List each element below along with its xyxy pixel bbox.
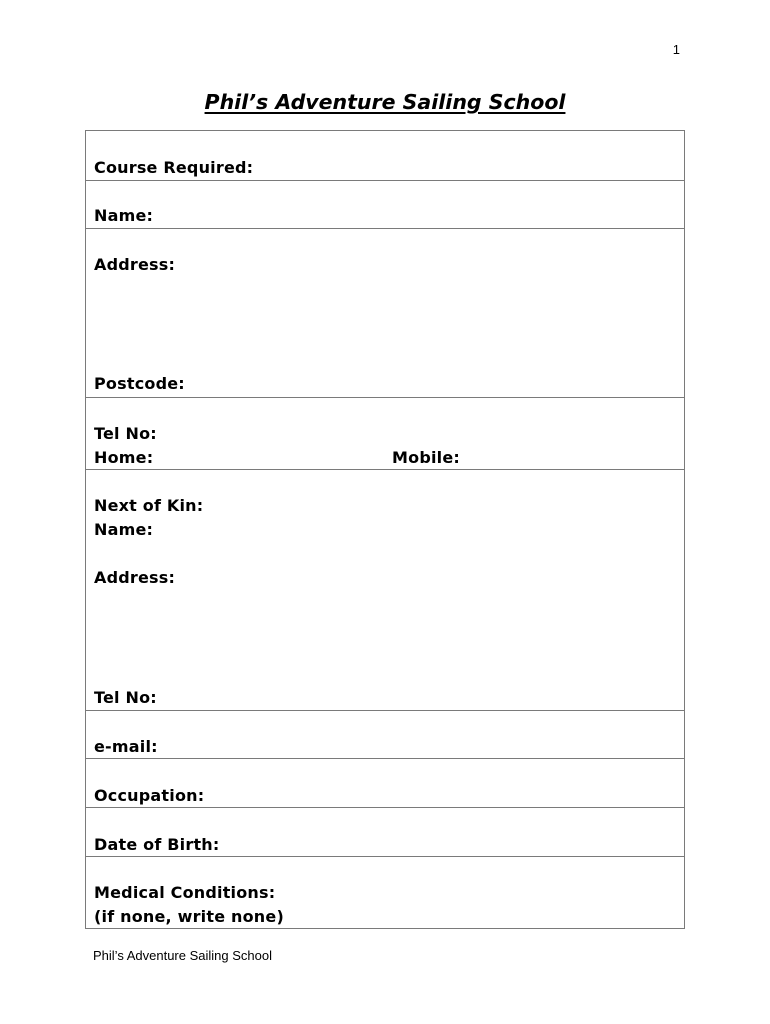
postcode-label: Postcode: xyxy=(94,374,185,393)
email-label: e-mail: xyxy=(94,737,158,756)
address-row[interactable] xyxy=(86,229,684,398)
kin-name-label: Name: xyxy=(94,520,154,539)
footer-text: Phil’s Adventure Sailing School xyxy=(93,948,272,963)
medical-note-label: (if none, write none) xyxy=(94,907,284,926)
document-title: Phil’s Adventure Sailing School xyxy=(204,90,566,114)
next-of-kin-row[interactable] xyxy=(86,470,684,711)
page-number: 1 xyxy=(672,42,680,57)
medical-conditions-label: Medical Conditions: xyxy=(94,883,276,902)
course-required-row[interactable] xyxy=(86,131,684,181)
home-label: Home: xyxy=(94,448,154,467)
registration-form xyxy=(85,130,685,929)
kin-address-label: Address: xyxy=(94,568,176,587)
tel-row[interactable] xyxy=(86,398,684,470)
address-label: Address: xyxy=(94,255,176,274)
date-of-birth-label: Date of Birth: xyxy=(94,835,220,854)
name-row[interactable] xyxy=(86,181,684,229)
occupation-row[interactable] xyxy=(86,759,684,808)
course-required-label: Course Required: xyxy=(94,158,254,177)
mobile-label: Mobile: xyxy=(392,448,460,467)
name-label: Name: xyxy=(94,206,154,225)
occupation-label: Occupation: xyxy=(94,786,205,805)
medical-conditions-row[interactable] xyxy=(86,857,684,930)
tel-no-label: Tel No: xyxy=(94,424,157,443)
next-of-kin-label: Next of Kin: xyxy=(94,496,204,515)
date-of-birth-row[interactable] xyxy=(86,808,684,857)
email-row[interactable] xyxy=(86,711,684,759)
kin-tel-no-label: Tel No: xyxy=(94,688,157,707)
